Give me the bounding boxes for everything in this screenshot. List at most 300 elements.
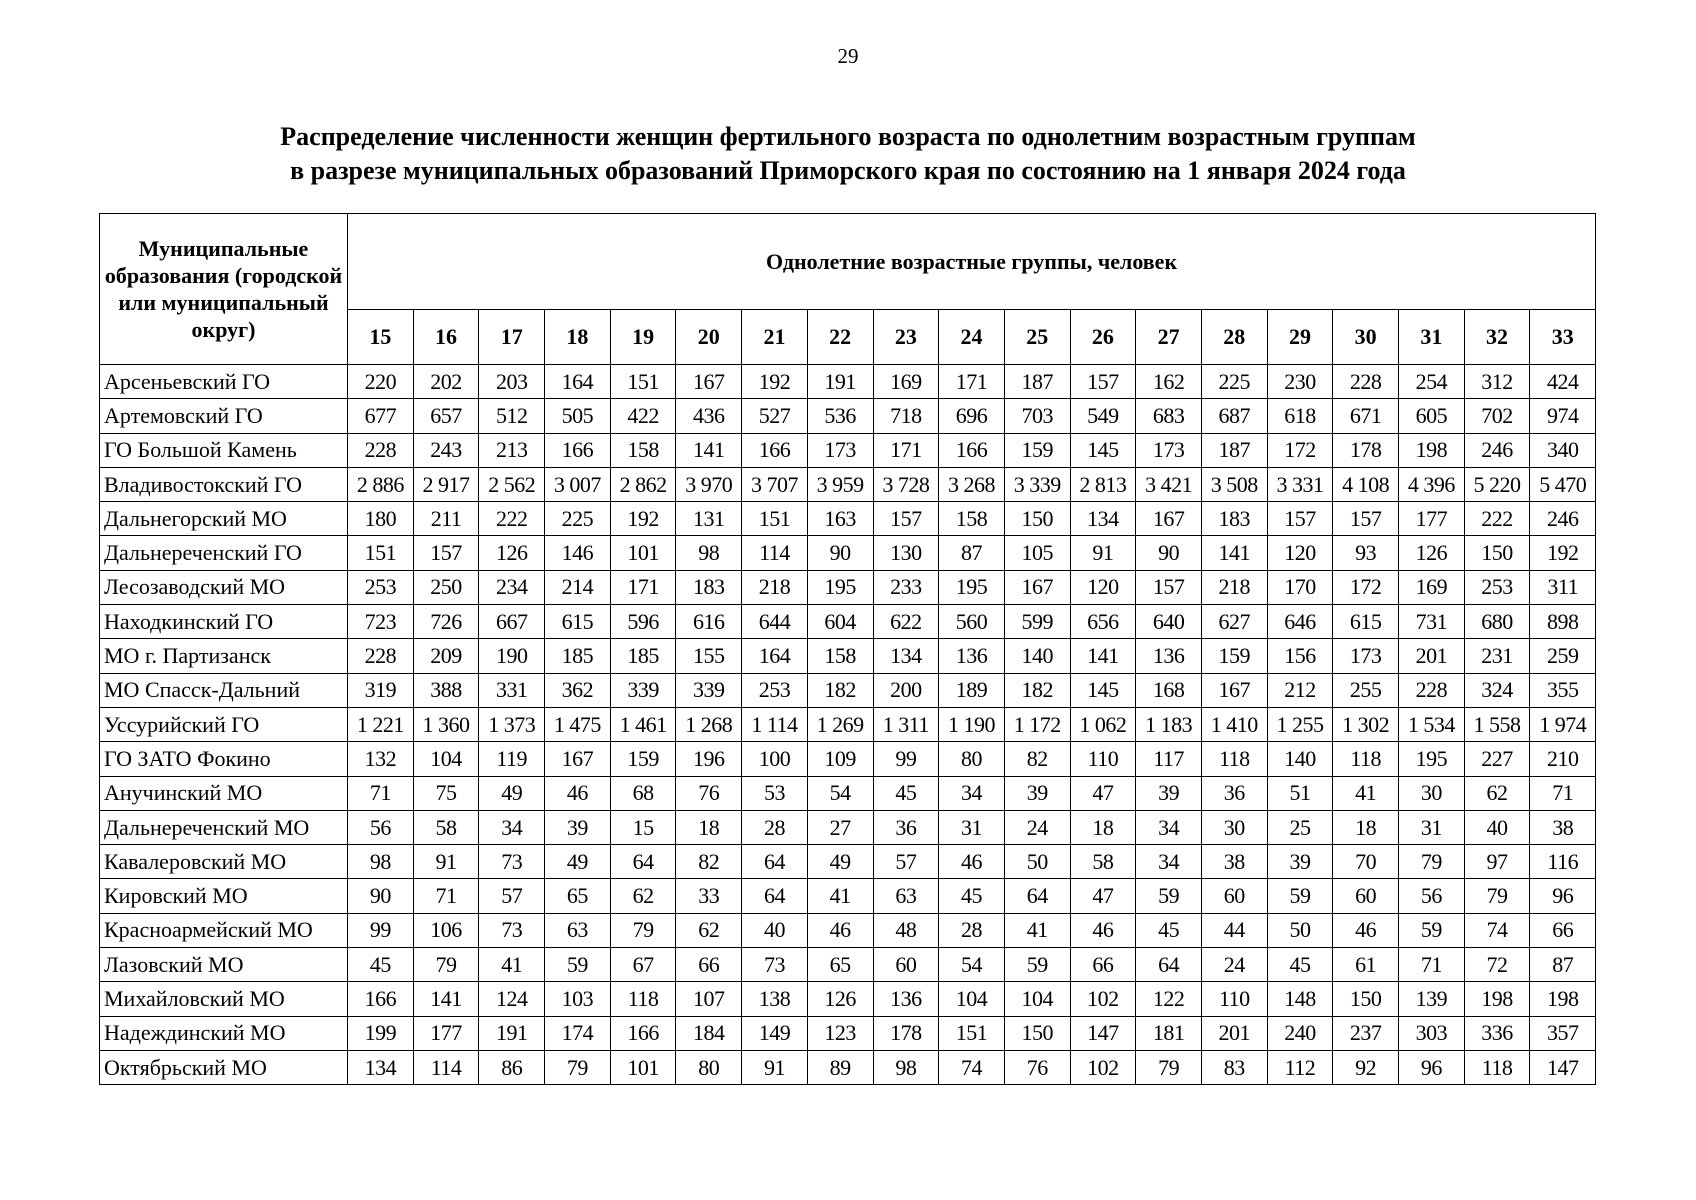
table-cell: 657 [413,399,479,433]
table-cell: 644 [742,605,808,639]
table-cell: 58 [413,810,479,844]
table-cell: 218 [1201,570,1267,604]
table-cell: 228 [1399,673,1465,707]
table-cell: 178 [873,1016,939,1050]
age-column-header: 23 [873,310,939,365]
table-cell: 59 [1399,913,1465,947]
table-cell: 203 [479,365,545,399]
age-column-header: 18 [545,310,611,365]
table-cell: 167 [545,742,611,776]
table-row [100,1016,1596,1050]
table-cell: 4 396 [1399,467,1465,501]
table-cell: 49 [807,845,873,879]
table-cell: 76 [676,776,742,810]
table-cell: 79 [1399,845,1465,879]
table-cell: 39 [1004,776,1070,810]
table-row [100,365,1596,399]
table-cell: 36 [873,810,939,844]
table-cell: 182 [807,673,873,707]
table-cell: 167 [1004,570,1070,604]
table-cell: 64 [1004,879,1070,913]
table-cell: 64 [1136,948,1202,982]
table-cell: 146 [545,536,611,570]
table-cell: 331 [479,673,545,707]
table-row [100,948,1596,982]
table-cell: 436 [676,399,742,433]
table-cell: 53 [742,776,808,810]
table-cell: 136 [1136,639,1202,673]
table-cell: 3 959 [807,467,873,501]
table-cell: 62 [1464,776,1530,810]
table-cell: 118 [1333,742,1399,776]
table-cell: 104 [413,742,479,776]
table-cell: 201 [1399,639,1465,673]
table-cell: 87 [1530,948,1596,982]
table-cell: 91 [742,1050,808,1084]
table-cell: 549 [1070,399,1136,433]
age-column-header: 15 [348,310,414,365]
table-cell: 166 [610,1016,676,1050]
table-cell: 505 [545,399,611,433]
table-cell: 96 [1399,1050,1465,1084]
table-cell: 898 [1530,605,1596,639]
table-cell: 30 [1399,776,1465,810]
table-cell: 158 [610,433,676,467]
table-cell: 151 [610,365,676,399]
table-cell: 134 [1070,502,1136,536]
table-cell: 80 [676,1050,742,1084]
table-row [100,639,1596,673]
age-column-header: 20 [676,310,742,365]
table-cell: 222 [479,502,545,536]
table-cell: 124 [479,982,545,1016]
municipality-name: Надеждинский МО [100,1016,348,1050]
table-cell: 627 [1201,605,1267,639]
table-cell: 103 [545,982,611,1016]
table-cell: 86 [479,1050,545,1084]
table-cell: 24 [1201,948,1267,982]
table-cell: 178 [1333,433,1399,467]
table-cell: 157 [1333,502,1399,536]
table-cell: 512 [479,399,545,433]
table-cell: 163 [807,502,873,536]
table-cell: 27 [807,810,873,844]
table-cell: 28 [742,810,808,844]
table-cell: 253 [742,673,808,707]
table-row [100,845,1596,879]
table-cell: 1 410 [1201,707,1267,741]
municipality-name: Находкинский ГО [100,605,348,639]
table-cell: 118 [610,982,676,1016]
municipality-name: Лазовский МО [100,948,348,982]
table-cell: 201 [1201,1016,1267,1050]
table-cell: 187 [1201,433,1267,467]
table-cell: 90 [1136,536,1202,570]
table-cell: 109 [807,742,873,776]
table-cell: 171 [873,433,939,467]
table-cell: 150 [1333,982,1399,1016]
table-cell: 198 [1464,982,1530,1016]
table-cell: 68 [610,776,676,810]
table-cell: 41 [1004,913,1070,947]
table-cell: 1 183 [1136,707,1202,741]
table-cell: 723 [348,605,414,639]
table-cell: 145 [1070,433,1136,467]
table-cell: 82 [1004,742,1070,776]
age-column-header: 30 [1333,310,1399,365]
table-cell: 98 [676,536,742,570]
table-cell: 718 [873,399,939,433]
table-cell: 60 [1333,879,1399,913]
table-cell: 61 [1333,948,1399,982]
table-cell: 536 [807,399,873,433]
table-row [100,399,1596,433]
municipality-name: Красноармейский МО [100,913,348,947]
table-cell: 1 268 [676,707,742,741]
table-cell: 177 [413,1016,479,1050]
table-cell: 3 007 [545,467,611,501]
table-cell: 183 [1201,502,1267,536]
table-cell: 167 [676,365,742,399]
table-cell: 187 [1004,365,1070,399]
table-cell: 1 360 [413,707,479,741]
table-cell: 56 [348,810,414,844]
table-cell: 355 [1530,673,1596,707]
table-cell: 319 [348,673,414,707]
table-row [100,776,1596,810]
table-cell: 96 [1530,879,1596,913]
table-cell: 18 [676,810,742,844]
table-cell: 89 [807,1050,873,1084]
table-cell: 120 [1267,536,1333,570]
table-cell: 83 [1201,1050,1267,1084]
table-cell: 65 [545,879,611,913]
table-cell: 116 [1530,845,1596,879]
municipality-name: ГО Большой Камень [100,433,348,467]
table-cell: 40 [742,913,808,947]
table-cell: 171 [939,365,1005,399]
table-cell: 156 [1267,639,1333,673]
table-cell: 71 [413,879,479,913]
table-cell: 46 [1070,913,1136,947]
table-cell: 46 [1333,913,1399,947]
table-cell: 36 [1201,776,1267,810]
table-cell: 422 [610,399,676,433]
table-cell: 119 [479,742,545,776]
table-cell: 182 [1004,673,1070,707]
table-cell: 220 [348,365,414,399]
table-cell: 132 [348,742,414,776]
table-cell: 615 [545,605,611,639]
table-cell: 189 [939,673,1005,707]
table-cell: 76 [1004,1050,1070,1084]
age-column-header: 32 [1464,310,1530,365]
table-cell: 50 [1267,913,1333,947]
table-cell: 605 [1399,399,1465,433]
age-column-header: 31 [1399,310,1465,365]
table-cell: 101 [610,1050,676,1084]
table-cell: 388 [413,673,479,707]
table-cell: 98 [348,845,414,879]
table-cell: 28 [939,913,1005,947]
table-cell: 1 255 [1267,707,1333,741]
table-cell: 192 [742,365,808,399]
table-cell: 107 [676,982,742,1016]
table-cell: 172 [1333,570,1399,604]
table-cell: 253 [348,570,414,604]
table-cell: 51 [1267,776,1333,810]
table-cell: 126 [479,536,545,570]
table-cell: 646 [1267,605,1333,639]
table-cell: 560 [939,605,1005,639]
table-cell: 180 [348,502,414,536]
table-cell: 141 [1201,536,1267,570]
table-cell: 1 534 [1399,707,1465,741]
table-cell: 62 [676,913,742,947]
table-cell: 222 [1464,502,1530,536]
table-cell: 57 [873,845,939,879]
table-row [100,467,1596,501]
table-cell: 148 [1267,982,1333,1016]
table-cell: 687 [1201,399,1267,433]
table-cell: 150 [1004,1016,1070,1050]
table-cell: 147 [1070,1016,1136,1050]
table-cell: 151 [742,502,808,536]
table-cell: 105 [1004,536,1070,570]
table-cell: 312 [1464,365,1530,399]
table-cell: 5 470 [1530,467,1596,501]
table-cell: 159 [1201,639,1267,673]
age-column-header: 21 [742,310,808,365]
table-cell: 1 114 [742,707,808,741]
table-cell: 246 [1530,502,1596,536]
table-cell: 40 [1464,810,1530,844]
table-cell: 79 [1136,1050,1202,1084]
table-cell: 155 [676,639,742,673]
table-cell: 214 [545,570,611,604]
municipality-name: ГО ЗАТО Фокино [100,742,348,776]
table-cell: 324 [1464,673,1530,707]
table-row [100,879,1596,913]
table-cell: 340 [1530,433,1596,467]
table-cell: 157 [873,502,939,536]
age-column-header: 28 [1201,310,1267,365]
table-cell: 164 [742,639,808,673]
table-cell: 169 [873,365,939,399]
table-cell: 3 268 [939,467,1005,501]
table-cell: 41 [807,879,873,913]
table-cell: 99 [873,742,939,776]
table-cell: 192 [610,502,676,536]
table-cell: 191 [807,365,873,399]
table-cell: 54 [807,776,873,810]
table-cell: 166 [348,982,414,1016]
table-cell: 311 [1530,570,1596,604]
table-cell: 3 970 [676,467,742,501]
municipality-name: Уссурийский ГО [100,707,348,741]
table-cell: 177 [1399,502,1465,536]
table-cell: 101 [610,536,676,570]
table-cell: 166 [545,433,611,467]
table-cell: 173 [807,433,873,467]
table-cell: 140 [1267,742,1333,776]
table-cell: 618 [1267,399,1333,433]
table-cell: 92 [1333,1050,1399,1084]
table-cell: 130 [873,536,939,570]
table-cell: 616 [676,605,742,639]
table-cell: 2 917 [413,467,479,501]
table-cell: 604 [807,605,873,639]
table-cell: 1 373 [479,707,545,741]
table-row [100,913,1596,947]
table-cell: 192 [1530,536,1596,570]
table-cell: 134 [348,1050,414,1084]
table-cell: 87 [939,536,1005,570]
table-cell: 150 [1464,536,1530,570]
table-cell: 3 508 [1201,467,1267,501]
table-cell: 159 [610,742,676,776]
table-cell: 102 [1070,1050,1136,1084]
table-cell: 228 [1333,365,1399,399]
table-cell: 656 [1070,605,1136,639]
table-cell: 200 [873,673,939,707]
municipality-name: Михайловский МО [100,982,348,1016]
population-table [99,213,1596,1085]
table-cell: 139 [1399,982,1465,1016]
table-cell: 114 [413,1050,479,1084]
title-line-1: Распределение численности женщин фертильного возраста по однолетним возрастным группам [280,122,1416,151]
table-cell: 259 [1530,639,1596,673]
table-cell: 73 [742,948,808,982]
table-cell: 5 220 [1464,467,1530,501]
table-cell: 73 [479,845,545,879]
table-cell: 48 [873,913,939,947]
table-cell: 45 [1136,913,1202,947]
table-cell: 110 [1201,982,1267,1016]
municipality-name: МО Спасск-Дальний [100,673,348,707]
table-cell: 100 [742,742,808,776]
table-cell: 54 [939,948,1005,982]
table-cell: 169 [1399,570,1465,604]
table-cell: 31 [939,810,1005,844]
table-cell: 191 [479,1016,545,1050]
table-cell: 339 [676,673,742,707]
table-cell: 198 [1399,433,1465,467]
table-cell: 185 [545,639,611,673]
table-cell: 114 [742,536,808,570]
table-cell: 90 [807,536,873,570]
table-cell: 150 [1004,502,1070,536]
table-cell: 1 062 [1070,707,1136,741]
table-cell: 596 [610,605,676,639]
table-cell: 136 [939,639,1005,673]
table-cell: 118 [1201,742,1267,776]
table-cell: 195 [939,570,1005,604]
municipality-name: Дальнереченский МО [100,810,348,844]
table-cell: 237 [1333,1016,1399,1050]
table-cell: 59 [1136,879,1202,913]
table-cell: 64 [742,845,808,879]
table-cell: 91 [1070,536,1136,570]
table-cell: 1 974 [1530,707,1596,741]
table-cell: 1 475 [545,707,611,741]
table-cell: 250 [413,570,479,604]
table-cell: 243 [413,433,479,467]
table-cell: 72 [1464,948,1530,982]
table-cell: 183 [676,570,742,604]
age-groups-header: Однолетние возрастные группы, человек [348,214,1596,310]
table-cell: 104 [1004,982,1070,1016]
table-cell: 74 [939,1050,1005,1084]
table-cell: 3 339 [1004,467,1070,501]
table-cell: 3 331 [1267,467,1333,501]
table-cell: 46 [807,913,873,947]
table-cell: 671 [1333,399,1399,433]
municipality-name: Октябрьский МО [100,1050,348,1084]
table-cell: 59 [1004,948,1070,982]
table-cell: 38 [1201,845,1267,879]
table-cell: 424 [1530,365,1596,399]
table-cell: 65 [807,948,873,982]
table-cell: 30 [1201,810,1267,844]
table-cell: 166 [939,433,1005,467]
municipality-name: Кавалеровский МО [100,845,348,879]
table-cell: 45 [939,879,1005,913]
table-cell: 225 [1201,365,1267,399]
table-cell: 726 [413,605,479,639]
table-row [100,982,1596,1016]
table-cell: 102 [1070,982,1136,1016]
table-row [100,536,1596,570]
table-cell: 62 [610,879,676,913]
table-cell: 198 [1530,982,1596,1016]
table-cell: 233 [873,570,939,604]
table-cell: 98 [873,1050,939,1084]
table-cell: 18 [1070,810,1136,844]
table-cell: 79 [1464,879,1530,913]
table-cell: 99 [348,913,414,947]
table-cell: 141 [676,433,742,467]
municipality-name: Анучинский МО [100,776,348,810]
table-cell: 303 [1399,1016,1465,1050]
table-cell: 149 [742,1016,808,1050]
table-cell: 47 [1070,776,1136,810]
table-cell: 126 [807,982,873,1016]
table-cell: 64 [742,879,808,913]
table-row [100,673,1596,707]
table-cell: 696 [939,399,1005,433]
table-cell: 50 [1004,845,1070,879]
table-cell: 210 [1530,742,1596,776]
municipality-column-header: Муниципальные образования (городской или муниципальный округ) [100,214,348,365]
table-cell: 162 [1136,365,1202,399]
table-cell: 157 [413,536,479,570]
table-row [100,605,1596,639]
table-cell: 93 [1333,536,1399,570]
table-cell: 18 [1333,810,1399,844]
table-cell: 172 [1267,433,1333,467]
age-column-header: 24 [939,310,1005,365]
table-cell: 159 [1004,433,1070,467]
table-cell: 211 [413,502,479,536]
table-cell: 15 [610,810,676,844]
table-cell: 227 [1464,742,1530,776]
table-cell: 171 [610,570,676,604]
table-cell: 157 [1070,365,1136,399]
table-cell: 195 [1399,742,1465,776]
municipality-name: МО г. Партизанск [100,639,348,673]
table-cell: 230 [1267,365,1333,399]
